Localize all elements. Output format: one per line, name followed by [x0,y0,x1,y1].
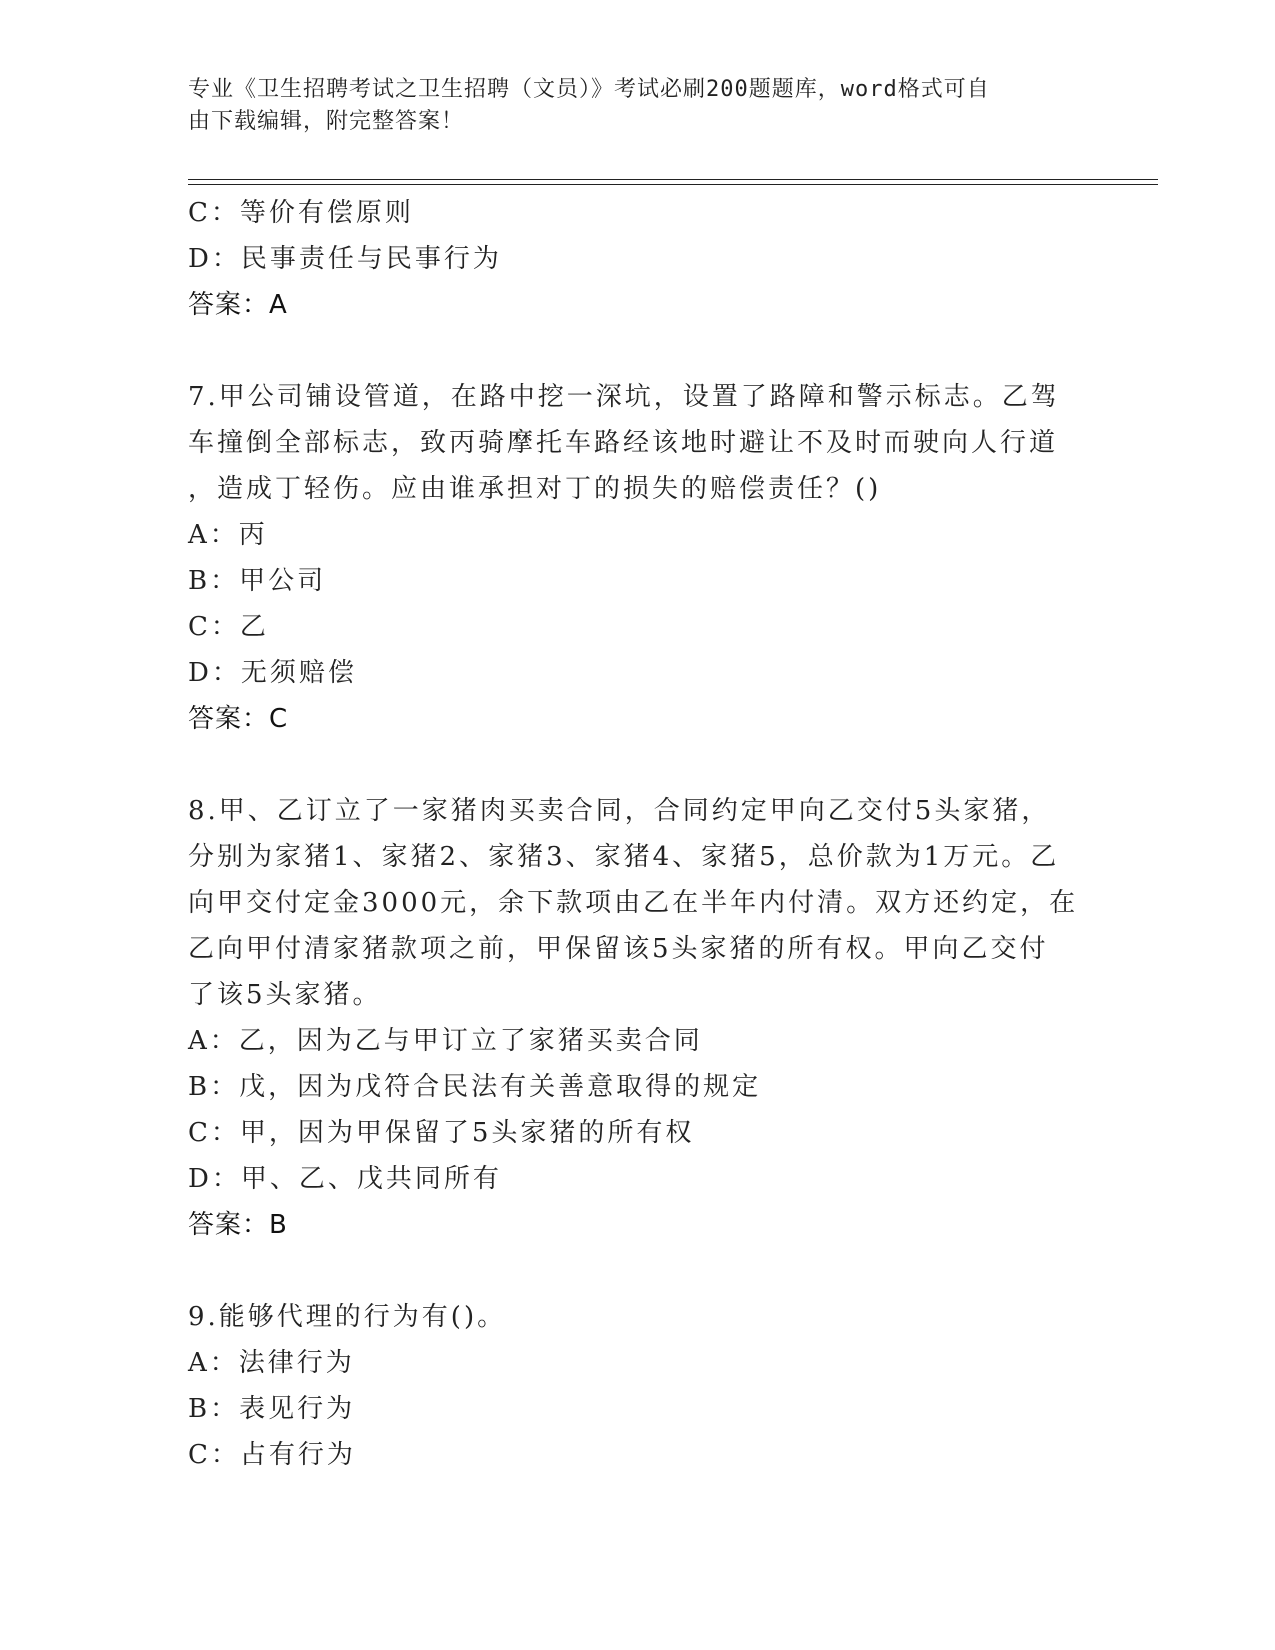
q8-question-line: 向甲交付定金3000元，余下款项由乙在半年内付清。双方还约定，在 [188,888,1079,918]
q7-option-a: A：丙 [188,520,268,550]
q7-answer: 答案：C [188,704,289,734]
q8-option-a: A：乙，因为乙与甲订立了家猪买卖合同 [188,1026,703,1056]
q7-option-b: B：甲公司 [188,566,327,596]
q8-answer: 答案：B [188,1210,288,1240]
q8-question-line: 乙向甲付清家猪款项之前，甲保留该5头家猪的所有权。甲向乙交付 [188,934,1049,964]
q7-question-line: 7.甲公司铺设管道，在路中挖一深坑，设置了路障和警示标志。乙驾 [188,382,1060,412]
q8-question-line: 了该5头家猪。 [188,980,382,1010]
document-header [188,74,1088,138]
q6-option-d: D：民事责任与民事行为 [188,244,502,274]
header-divider-top [188,179,1158,180]
q7-option-d: D：无须赔偿 [188,658,357,688]
header-divider-bottom [188,184,1158,185]
header-line-1: 专业《卫生招聘考试之卫生招聘（文员）》考试必刷200题题库，word格式可自 [188,77,990,102]
q8-question [188,788,1088,1018]
spacer [188,742,1088,788]
q7-question-line: 车撞倒全部标志，致丙骑摩托车路经该地时避让不及时而驶向人行道 [188,428,1059,458]
q8-question-line: 8.甲、乙订立了一家猪肉买卖合同，合同约定甲向乙交付5头家猪， [188,796,1051,826]
q9-option-c: C：占有行为 [188,1440,356,1470]
q6-answer: 答案：A [188,290,288,320]
q8-option-d: D：甲、乙、戊共同所有 [188,1164,502,1194]
q7-option-c: C：乙 [188,612,269,642]
question-content [188,190,1088,1478]
q9-question-line: 9.能够代理的行为有()。 [188,1302,507,1332]
q7-question-line: ，造成丁轻伤。应由谁承担对丁的损失的赔偿责任？() [188,474,882,504]
q9-question [188,1294,1088,1340]
q6-option-c: C：等价有偿原则 [188,198,414,228]
header-line-2: 由下载编辑，附完整答案！ [188,109,465,134]
spacer [188,1248,1088,1294]
q8-option-c: C：甲，因为甲保留了5头家猪的所有权 [188,1118,695,1148]
q8-question-line: 分别为家猪1、家猪2、家猪3、家猪4、家猪5，总价款为1万元。乙 [188,842,1060,872]
q9-option-b: B：表见行为 [188,1394,356,1424]
spacer [188,328,1088,374]
q9-option-a: A：法律行为 [188,1348,355,1378]
q7-question [188,374,1088,512]
q8-option-b: B：戊，因为戊符合民法有关善意取得的规定 [188,1072,762,1102]
